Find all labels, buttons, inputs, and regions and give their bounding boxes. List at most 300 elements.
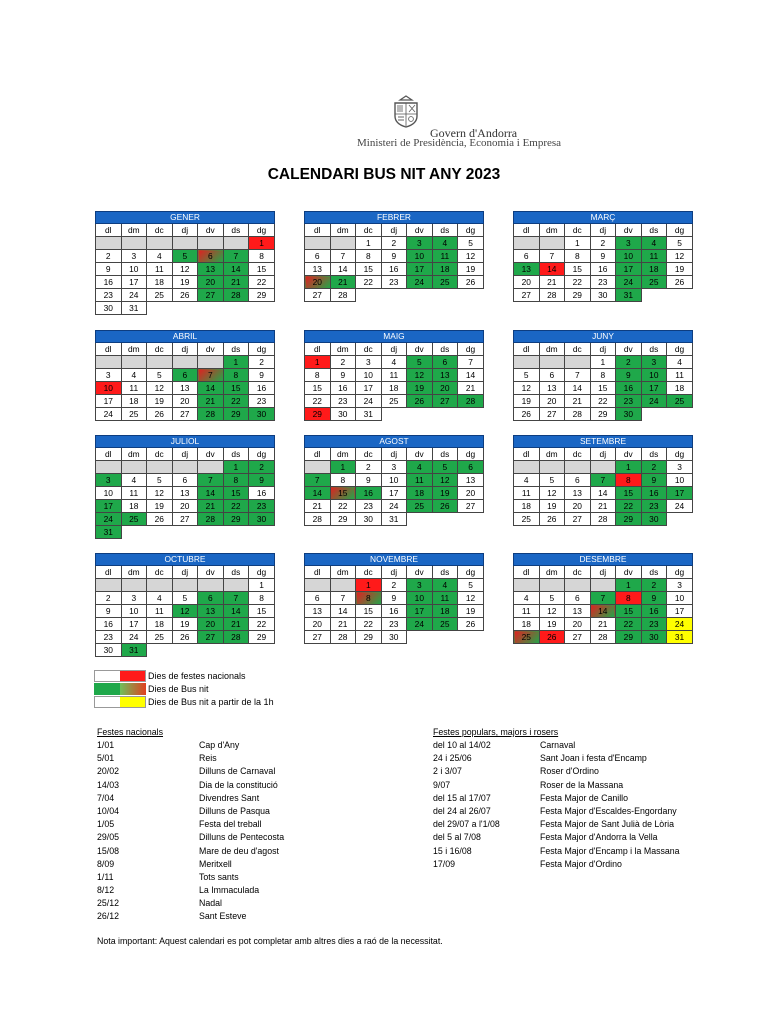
- month-6: [95, 435, 275, 539]
- day-cell: 18: [641, 263, 667, 276]
- holiday-date: 15 i 16/08: [433, 845, 472, 856]
- empty-day-cell: [96, 237, 122, 250]
- holiday-row: [97, 910, 247, 923]
- day-cell: 17: [641, 382, 667, 395]
- day-cell: 23: [590, 276, 616, 289]
- day-cell: 20: [198, 618, 224, 631]
- day-cell: 30: [356, 513, 382, 526]
- day-cell: 14: [565, 382, 591, 395]
- weekday-header: dg: [458, 343, 484, 356]
- day-cell: 10: [121, 605, 147, 618]
- day-cell: 13: [305, 263, 331, 276]
- holiday-name: Festa Major d'Escaldes-Engordany: [540, 805, 677, 816]
- day-cell: 1: [305, 356, 331, 369]
- month-name: ABRIL: [96, 331, 275, 343]
- day-cell: 16: [616, 382, 642, 395]
- day-cell: 25: [407, 500, 433, 513]
- weekday-header: dj: [172, 343, 198, 356]
- empty-day-cell: [590, 461, 616, 474]
- day-cell: 15: [590, 382, 616, 395]
- day-cell: 31: [96, 526, 122, 539]
- day-cell: 20: [305, 618, 331, 631]
- weekday-header: dc: [356, 224, 382, 237]
- month-name: DESEMBRE: [514, 554, 693, 566]
- month-1: [304, 211, 484, 302]
- holiday-name: Divendres Sant: [199, 792, 260, 803]
- holiday-name: Dia de la constitució: [199, 779, 278, 790]
- day-cell: 16: [330, 382, 356, 395]
- day-cell: 5: [539, 592, 565, 605]
- day-cell: 17: [616, 263, 642, 276]
- day-cell: 28: [330, 631, 356, 644]
- empty-day-cell: [223, 579, 249, 592]
- day-cell: 14: [458, 369, 484, 382]
- weekday-header: ds: [641, 224, 667, 237]
- day-cell: 27: [539, 408, 565, 421]
- weekday-header: dv: [407, 566, 433, 579]
- day-cell: 17: [667, 605, 693, 618]
- weekday-header: dg: [249, 224, 275, 237]
- empty-day-cell: [565, 579, 591, 592]
- day-cell: 2: [641, 461, 667, 474]
- day-cell: 10: [616, 250, 642, 263]
- day-cell: 31: [381, 513, 407, 526]
- org-name: Govern d'Andorra: [430, 126, 518, 140]
- day-cell: 14: [590, 487, 616, 500]
- holiday-date: del 24 al 26/07: [433, 805, 491, 816]
- empty-day-cell: [539, 356, 565, 369]
- weekday-header: dv: [616, 224, 642, 237]
- day-cell: 22: [330, 500, 356, 513]
- day-cell: 6: [198, 592, 224, 605]
- day-cell: 12: [458, 592, 484, 605]
- holiday-name: Cap d'Any: [199, 740, 240, 750]
- day-cell: 26: [458, 276, 484, 289]
- day-cell: 5: [667, 237, 693, 250]
- empty-day-cell: [514, 237, 540, 250]
- day-cell: 7: [539, 250, 565, 263]
- weekday-header: ds: [641, 343, 667, 356]
- day-cell: 23: [330, 395, 356, 408]
- month-name: NOVEMBRE: [305, 554, 484, 566]
- day-cell: 5: [147, 369, 173, 382]
- day-cell: 28: [590, 513, 616, 526]
- month-name: MARÇ: [514, 212, 693, 224]
- day-cell: 17: [121, 276, 147, 289]
- weekday-header: ds: [223, 343, 249, 356]
- holiday-name: Nadal: [199, 898, 222, 909]
- day-cell: 26: [432, 500, 458, 513]
- weekday-header: dl: [514, 448, 540, 461]
- day-cell: 16: [641, 605, 667, 618]
- holiday-row: [97, 884, 260, 897]
- holiday-name: Meritxell: [199, 858, 232, 869]
- day-cell: 15: [330, 487, 356, 500]
- day-cell: 21: [223, 276, 249, 289]
- day-cell: 22: [590, 395, 616, 408]
- day-cell: 12: [432, 474, 458, 487]
- holiday-date: del 10 al 14/02: [433, 740, 491, 750]
- holiday-row: [433, 831, 658, 844]
- weekday-header: dc: [356, 448, 382, 461]
- day-cell: 12: [667, 250, 693, 263]
- day-cell: 6: [305, 250, 331, 263]
- holiday-name: Roser de la Massana: [540, 779, 624, 790]
- day-cell: 25: [514, 631, 540, 644]
- day-cell: 19: [172, 276, 198, 289]
- empty-day-cell: [514, 579, 540, 592]
- day-cell: 14: [223, 605, 249, 618]
- day-cell: 5: [539, 474, 565, 487]
- day-cell: 4: [121, 369, 147, 382]
- day-cell: 29: [616, 631, 642, 644]
- day-cell: 7: [305, 474, 331, 487]
- weekday-header: dv: [198, 224, 224, 237]
- day-cell: 23: [96, 631, 122, 644]
- holiday-date: 20/02: [97, 766, 120, 777]
- weekday-header: dl: [514, 566, 540, 579]
- day-cell: 8: [330, 474, 356, 487]
- day-cell: 23: [381, 276, 407, 289]
- holiday-name: Festa Major de Canillo: [540, 792, 629, 803]
- empty-day-cell: [147, 356, 173, 369]
- page-title: CALENDARI BUS NIT ANY 2023: [267, 166, 501, 183]
- day-cell: 18: [514, 500, 540, 513]
- day-cell: 3: [667, 461, 693, 474]
- weekday-header: ds: [641, 566, 667, 579]
- weekday-header: dv: [407, 343, 433, 356]
- legend-label: Dies de festes nacionals: [148, 671, 246, 681]
- day-cell: 19: [147, 395, 173, 408]
- day-cell: 2: [330, 356, 356, 369]
- weekday-header: dg: [249, 343, 275, 356]
- day-cell: 27: [514, 289, 540, 302]
- holiday-row: [433, 805, 677, 818]
- day-cell: 17: [407, 605, 433, 618]
- day-cell: 16: [641, 487, 667, 500]
- holiday-name: Reis: [199, 753, 217, 764]
- month-5: [513, 330, 693, 421]
- empty-day-cell: [198, 356, 224, 369]
- ministry-name: Ministeri de Presidència, Economia i Empresa: [357, 137, 562, 149]
- holiday-date: 7/04: [97, 792, 115, 803]
- day-cell: 16: [249, 487, 275, 500]
- day-cell: 13: [514, 263, 540, 276]
- day-cell: 29: [330, 513, 356, 526]
- day-cell: 23: [96, 289, 122, 302]
- day-cell: 19: [432, 487, 458, 500]
- weekday-header: dm: [121, 343, 147, 356]
- day-cell: 23: [641, 618, 667, 631]
- day-cell: 25: [121, 408, 147, 421]
- day-cell: 17: [356, 382, 382, 395]
- day-cell: 2: [381, 237, 407, 250]
- day-cell: 16: [96, 276, 122, 289]
- popular-festivals: [433, 726, 680, 871]
- day-cell: 26: [514, 408, 540, 421]
- holiday-name: La Immaculada: [199, 885, 260, 896]
- day-cell: 24: [356, 395, 382, 408]
- day-cell: 30: [249, 408, 275, 421]
- day-cell: 18: [121, 395, 147, 408]
- day-cell: 17: [667, 487, 693, 500]
- holiday-date: 10/04: [97, 805, 120, 816]
- day-cell: 6: [539, 369, 565, 382]
- day-cell: 21: [223, 618, 249, 631]
- day-cell: 11: [381, 369, 407, 382]
- day-cell: 5: [458, 237, 484, 250]
- day-cell: 2: [96, 592, 122, 605]
- day-cell: 5: [432, 461, 458, 474]
- day-cell: 13: [565, 487, 591, 500]
- empty-day-cell: [172, 461, 198, 474]
- holiday-date: 29/05: [97, 832, 120, 843]
- day-cell: 24: [616, 276, 642, 289]
- month-name: OCTUBRE: [96, 554, 275, 566]
- day-cell: 3: [616, 237, 642, 250]
- day-cell: 10: [96, 382, 122, 395]
- day-cell: 23: [249, 395, 275, 408]
- day-cell: 21: [565, 395, 591, 408]
- empty-day-cell: [223, 237, 249, 250]
- weekday-header: ds: [641, 448, 667, 461]
- day-cell: 25: [641, 276, 667, 289]
- holiday-row: [97, 871, 239, 884]
- weekday-header: dj: [381, 224, 407, 237]
- day-cell: 19: [407, 382, 433, 395]
- day-cell: 13: [305, 605, 331, 618]
- day-cell: 19: [458, 263, 484, 276]
- day-cell: 22: [249, 276, 275, 289]
- day-cell: 29: [249, 631, 275, 644]
- day-cell: 23: [249, 500, 275, 513]
- day-cell: 8: [565, 250, 591, 263]
- day-cell: 4: [432, 579, 458, 592]
- day-cell: 13: [198, 605, 224, 618]
- day-cell: 12: [539, 605, 565, 618]
- day-cell: 8: [249, 250, 275, 263]
- day-cell: 24: [96, 408, 122, 421]
- day-cell: 17: [96, 500, 122, 513]
- weekday-header: ds: [432, 343, 458, 356]
- holiday-name: Mare de deu d'agost: [199, 845, 279, 856]
- day-cell: 11: [514, 605, 540, 618]
- weekday-header: dg: [458, 448, 484, 461]
- day-cell: 7: [223, 592, 249, 605]
- weekday-header: dm: [539, 448, 565, 461]
- day-cell: 9: [249, 369, 275, 382]
- day-cell: 2: [616, 356, 642, 369]
- day-cell: 26: [407, 395, 433, 408]
- month-name: MAIG: [305, 331, 484, 343]
- weekday-header: dj: [590, 448, 616, 461]
- day-cell: 22: [223, 500, 249, 513]
- day-cell: 29: [616, 513, 642, 526]
- day-cell: 30: [590, 289, 616, 302]
- day-cell: 1: [223, 461, 249, 474]
- day-cell: 11: [667, 369, 693, 382]
- holiday-row: [433, 858, 622, 871]
- holiday-name: Festa Major de Sant Julià de Lòria: [540, 819, 674, 830]
- day-cell: 21: [305, 500, 331, 513]
- day-cell: 6: [432, 356, 458, 369]
- holiday-name: Dilluns de Carnaval: [199, 766, 276, 777]
- weekday-header: ds: [223, 566, 249, 579]
- day-cell: 6: [565, 474, 591, 487]
- day-cell: 12: [458, 250, 484, 263]
- day-cell: 11: [514, 487, 540, 500]
- empty-day-cell: [172, 237, 198, 250]
- day-cell: 3: [96, 369, 122, 382]
- day-cell: 20: [539, 395, 565, 408]
- day-cell: 25: [121, 513, 147, 526]
- day-cell: 23: [356, 500, 382, 513]
- day-cell: 24: [121, 631, 147, 644]
- day-cell: 24: [667, 500, 693, 513]
- day-cell: 19: [514, 395, 540, 408]
- legend-swatch-bus: [94, 683, 146, 695]
- weekday-header: dg: [667, 448, 693, 461]
- day-cell: 7: [330, 592, 356, 605]
- month-0: [95, 211, 275, 315]
- day-cell: 30: [249, 513, 275, 526]
- empty-day-cell: [198, 461, 224, 474]
- day-cell: 9: [330, 369, 356, 382]
- day-cell: 18: [147, 276, 173, 289]
- day-cell: 11: [147, 263, 173, 276]
- day-cell: 15: [249, 263, 275, 276]
- day-cell: 18: [514, 618, 540, 631]
- holiday-date: 8/09: [97, 858, 115, 869]
- day-cell: 28: [330, 289, 356, 302]
- national-holidays-title: Festes nacionals: [97, 727, 164, 737]
- holiday-row: [433, 818, 674, 831]
- day-cell: 15: [565, 263, 591, 276]
- day-cell: 10: [407, 250, 433, 263]
- day-cell: 24: [96, 513, 122, 526]
- day-cell: 11: [147, 605, 173, 618]
- day-cell: 18: [121, 500, 147, 513]
- day-cell: 12: [407, 369, 433, 382]
- holiday-date: 24 i 25/06: [433, 753, 472, 764]
- weekday-header: dg: [249, 566, 275, 579]
- day-cell: 1: [356, 579, 382, 592]
- holiday-row: [433, 779, 624, 792]
- weekday-header: dm: [121, 448, 147, 461]
- day-cell: 27: [458, 500, 484, 513]
- day-cell: 19: [458, 605, 484, 618]
- day-cell: 8: [305, 369, 331, 382]
- empty-day-cell: [96, 579, 122, 592]
- weekday-header: ds: [432, 448, 458, 461]
- day-cell: 1: [249, 237, 275, 250]
- weekday-header: dc: [356, 566, 382, 579]
- day-cell: 19: [667, 263, 693, 276]
- day-cell: 12: [172, 605, 198, 618]
- holiday-name: Sant Joan i festa d'Encamp: [540, 753, 647, 764]
- holiday-date: del 15 al 17/07: [433, 792, 491, 803]
- day-cell: 30: [96, 644, 122, 657]
- day-cell: 14: [223, 263, 249, 276]
- weekday-header: dv: [616, 343, 642, 356]
- month-name: GENER: [96, 212, 275, 224]
- day-cell: 25: [147, 631, 173, 644]
- day-cell: 9: [96, 605, 122, 618]
- empty-day-cell: [147, 579, 173, 592]
- day-cell: 24: [641, 395, 667, 408]
- empty-day-cell: [121, 461, 147, 474]
- day-cell: 8: [616, 592, 642, 605]
- day-cell: 10: [641, 369, 667, 382]
- day-cell: 27: [565, 513, 591, 526]
- day-cell: 5: [458, 579, 484, 592]
- day-cell: 8: [590, 369, 616, 382]
- day-cell: 17: [407, 263, 433, 276]
- day-cell: 20: [565, 618, 591, 631]
- day-cell: 8: [249, 592, 275, 605]
- holiday-row: [433, 739, 576, 752]
- day-cell: 7: [590, 592, 616, 605]
- weekday-header: dv: [198, 448, 224, 461]
- holiday-date: del 5 al 7/08: [433, 832, 481, 843]
- weekday-header: dv: [198, 343, 224, 356]
- day-cell: 10: [407, 592, 433, 605]
- holiday-date: 1/11: [97, 871, 114, 882]
- day-cell: 20: [172, 500, 198, 513]
- day-cell: 8: [356, 592, 382, 605]
- holiday-row: [97, 805, 270, 818]
- day-cell: 14: [198, 487, 224, 500]
- day-cell: 22: [616, 500, 642, 513]
- day-cell: 21: [539, 276, 565, 289]
- day-cell: 20: [172, 395, 198, 408]
- day-cell: 3: [121, 250, 147, 263]
- day-cell: 30: [641, 631, 667, 644]
- empty-day-cell: [330, 237, 356, 250]
- weekday-header: ds: [432, 566, 458, 579]
- day-cell: 4: [407, 461, 433, 474]
- day-cell: 1: [616, 579, 642, 592]
- legend-label: Dies de Bus nit: [148, 684, 209, 694]
- day-cell: 24: [381, 500, 407, 513]
- day-cell: 16: [249, 382, 275, 395]
- day-cell: 26: [539, 513, 565, 526]
- day-cell: 7: [458, 356, 484, 369]
- empty-day-cell: [147, 237, 173, 250]
- day-cell: 24: [407, 618, 433, 631]
- day-cell: 19: [539, 618, 565, 631]
- holiday-date: 14/03: [97, 779, 120, 790]
- empty-day-cell: [172, 579, 198, 592]
- day-cell: 6: [514, 250, 540, 263]
- empty-day-cell: [539, 579, 565, 592]
- holiday-date: 25/12: [97, 898, 120, 909]
- weekday-header: dj: [590, 566, 616, 579]
- day-cell: 6: [198, 250, 224, 263]
- day-cell: 1: [249, 579, 275, 592]
- weekday-header: dl: [514, 224, 540, 237]
- day-cell: 15: [356, 605, 382, 618]
- weekday-header: dm: [539, 566, 565, 579]
- day-cell: 29: [223, 408, 249, 421]
- day-cell: 28: [198, 513, 224, 526]
- day-cell: 3: [121, 592, 147, 605]
- empty-day-cell: [565, 461, 591, 474]
- day-cell: 25: [514, 513, 540, 526]
- weekday-header: ds: [223, 224, 249, 237]
- holiday-row: [433, 792, 629, 805]
- day-cell: 12: [172, 263, 198, 276]
